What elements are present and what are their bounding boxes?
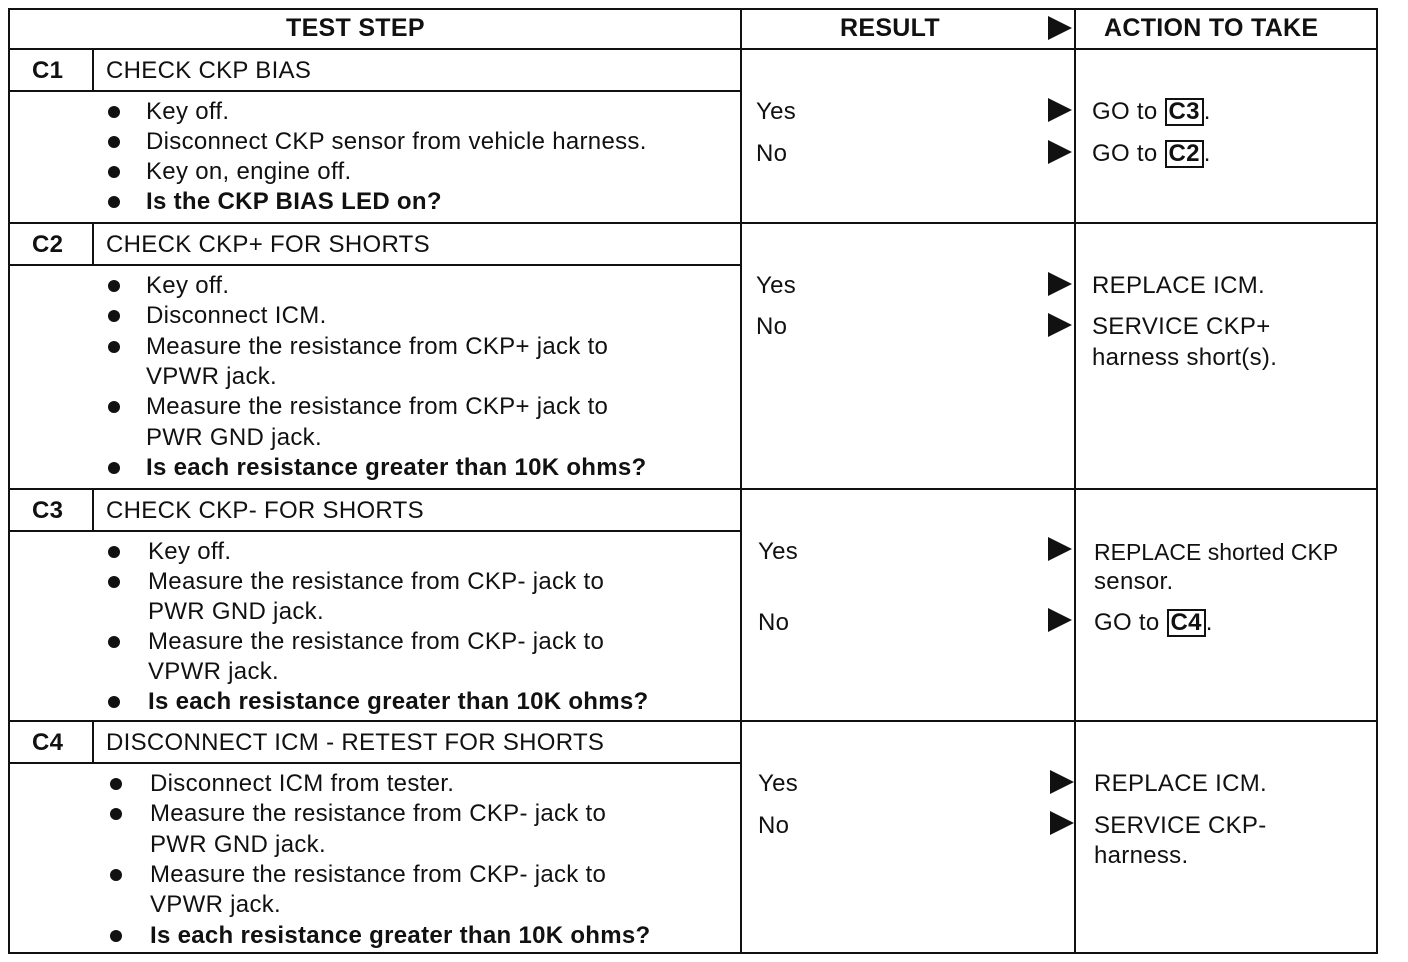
step-bullet-text: PWR GND jack.: [146, 424, 322, 451]
bullet-icon: [108, 106, 120, 118]
step-ref-c2: C2: [1165, 140, 1204, 168]
step-bullet-text: Key on, engine off.: [146, 158, 352, 185]
action-text: REPLACE shorted CKP: [1094, 539, 1339, 565]
step-id-c1: C1: [32, 57, 64, 84]
result-yes: Yes: [756, 98, 797, 125]
step-bullet-text: PWR GND jack.: [148, 598, 324, 625]
title-underline-c4: [8, 762, 740, 764]
bullet-icon: [108, 166, 120, 178]
step-bullet-text: VPWR jack.: [148, 658, 280, 685]
bullet-icon: [108, 462, 120, 474]
step-bullet-text: Disconnect ICM.: [146, 302, 327, 329]
title-underline-c1: [8, 90, 740, 92]
id-divider-c1: [92, 48, 94, 90]
action-text: harness.: [1094, 842, 1189, 869]
action-suffix: .: [1203, 98, 1211, 125]
arrow-icon: [1048, 140, 1072, 164]
step-bullet-text: Measure the resistance from CKP- jack to: [148, 628, 605, 655]
bullet-icon: [108, 341, 120, 353]
table-border-right: [1376, 8, 1378, 954]
result-no: No: [756, 140, 788, 167]
step-id-c4: C4: [32, 729, 64, 756]
row-divider-c4: [8, 720, 1376, 722]
action-text: REPLACE ICM.: [1092, 272, 1265, 299]
action-goto-c4: [1094, 608, 1213, 638]
arrow-icon: [1048, 608, 1072, 632]
bullet-icon: [108, 136, 120, 148]
header-divider: [8, 48, 1376, 50]
step-question: Is each resistance greater than 10K ohms?: [148, 688, 649, 715]
action-prefix: GO to: [1092, 140, 1165, 167]
action-goto-c3: [1092, 97, 1211, 127]
id-divider-c4: [92, 720, 94, 762]
step-question: Is the CKP BIAS LED on?: [146, 188, 442, 215]
bullet-icon: [108, 310, 120, 322]
arrow-icon: [1050, 811, 1074, 835]
result-no: No: [756, 313, 788, 340]
bullet-icon: [110, 930, 122, 942]
step-title-c4: DISCONNECT ICM - RETEST FOR SHORTS: [106, 729, 605, 756]
step-bullet-text: Disconnect ICM from tester.: [150, 770, 455, 797]
bullet-icon: [108, 696, 120, 708]
result-yes: Yes: [758, 770, 799, 797]
header-result: RESULT: [840, 14, 940, 42]
arrow-icon: [1048, 98, 1072, 122]
step-id-c2: C2: [32, 231, 64, 258]
step-question: Is each resistance greater than 10K ohms?: [146, 454, 647, 481]
title-underline-c2: [8, 264, 740, 266]
action-prefix: GO to: [1094, 609, 1167, 636]
step-title-c1: CHECK CKP BIAS: [106, 57, 312, 84]
step-bullet-text: VPWR jack.: [150, 891, 282, 918]
action-suffix: .: [1203, 140, 1211, 167]
bullet-icon: [110, 808, 122, 820]
arrow-icon: [1050, 770, 1074, 794]
step-bullet-text: Key off.: [146, 98, 230, 125]
step-question: Is each resistance greater than 10K ohms?: [150, 922, 651, 949]
action-goto-c2: [1092, 139, 1211, 169]
table-border-left: [8, 8, 10, 954]
arrow-icon: [1048, 537, 1072, 561]
table-border-bottom: [8, 952, 1376, 954]
step-bullet-text: Measure the resistance from CKP+ jack to: [146, 333, 609, 360]
header-arrow-icon: [1048, 16, 1072, 40]
bullet-icon: [108, 401, 120, 413]
action-prefix: GO to: [1092, 98, 1165, 125]
column-divider-result: [740, 8, 742, 954]
arrow-icon: [1048, 272, 1072, 296]
row-divider-c2: [8, 222, 1376, 224]
action-suffix: .: [1205, 609, 1213, 636]
action-text: SERVICE CKP-: [1094, 812, 1267, 839]
id-divider-c3: [92, 488, 94, 530]
result-yes: Yes: [758, 538, 799, 565]
result-no: No: [758, 812, 790, 839]
row-divider-c3: [8, 488, 1376, 490]
action-text: sensor.: [1094, 568, 1174, 595]
step-bullet-text: VPWR jack.: [146, 363, 278, 390]
step-title-c2: CHECK CKP+ FOR SHORTS: [106, 231, 430, 258]
table-border-top: [8, 8, 1376, 10]
step-ref-c3: C3: [1165, 98, 1204, 126]
action-text: REPLACE ICM.: [1094, 770, 1267, 797]
step-bullet-text: PWR GND jack.: [150, 831, 326, 858]
arrow-icon: [1048, 313, 1072, 337]
bullet-icon: [108, 280, 120, 292]
bullet-icon: [110, 869, 122, 881]
step-bullet-text: Measure the resistance from CKP- jack to: [150, 800, 607, 827]
bullet-icon: [108, 546, 120, 558]
result-yes: Yes: [756, 272, 797, 299]
header-test-step: TEST STEP: [286, 14, 425, 42]
bullet-icon: [108, 196, 120, 208]
step-bullet-text: Key off.: [146, 272, 230, 299]
step-bullet-text: Key off.: [148, 538, 232, 565]
id-divider-c2: [92, 222, 94, 264]
step-title-c3: CHECK CKP- FOR SHORTS: [106, 497, 424, 524]
step-id-c3: C3: [32, 497, 64, 524]
bullet-icon: [108, 576, 120, 588]
step-bullet-text: Measure the resistance from CKP- jack to: [150, 861, 607, 888]
action-text: SERVICE CKP+: [1092, 313, 1271, 340]
result-no: No: [758, 609, 790, 636]
step-bullet-text: Measure the resistance from CKP+ jack to: [146, 393, 609, 420]
step-bullet-text: Measure the resistance from CKP- jack to: [148, 568, 605, 595]
header-action: ACTION TO TAKE: [1104, 14, 1319, 42]
action-text: harness short(s).: [1092, 344, 1278, 371]
bullet-icon: [110, 778, 122, 790]
step-ref-c4: C4: [1167, 609, 1206, 637]
step-bullet-text: Disconnect CKP sensor from vehicle harness.: [146, 128, 647, 155]
title-underline-c3: [8, 530, 740, 532]
column-divider-action: [1074, 8, 1076, 954]
bullet-icon: [108, 636, 120, 648]
